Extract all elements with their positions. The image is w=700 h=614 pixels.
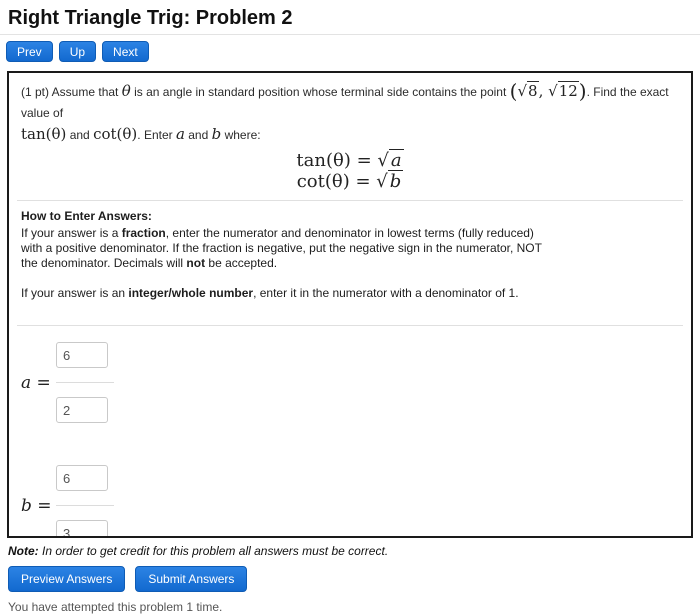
answer-a-row — [21, 342, 679, 423]
webwork-problem-page — [0, 7, 700, 614]
statement-text: . Enter — [137, 128, 176, 142]
attempts-note: You have attempted this problem 1 time. — [8, 600, 223, 614]
statement-text: and — [184, 128, 212, 142]
answer-b-numerator-input[interactable] — [56, 465, 108, 491]
preview-answers-button[interactable]: Preview Answers — [8, 566, 125, 592]
up-button[interactable]: Up — [59, 41, 96, 62]
title-divider — [0, 34, 700, 35]
answer-a-label: a = — [21, 372, 51, 393]
howto-heading: How to Enter Answers: — [21, 209, 152, 223]
answer-a-fraction — [56, 342, 114, 423]
problem-nav — [6, 41, 700, 62]
sqrt-symbol: √ — [517, 82, 528, 100]
howto-integer-paragraph — [21, 286, 679, 301]
problem-box — [7, 71, 693, 538]
howto-section — [21, 209, 679, 301]
fraction-bar — [56, 382, 114, 383]
statement-text: . Find the exact value of — [21, 85, 669, 120]
credit-note — [8, 544, 700, 558]
open-paren: ( — [509, 79, 518, 103]
howto-text: with a positive denominator. If the fraction is negative, put the negative sign in the numerator, NOT — [21, 241, 542, 255]
howto-fraction-paragraph — [21, 226, 679, 271]
equation-lhs: cot(θ) = — [296, 171, 377, 192]
howto-text: , enter it in the numerator with a denominator of 1. — [253, 286, 519, 300]
howto-bold-text: integer/whole number — [128, 286, 254, 300]
radicand-12: 12 — [558, 82, 578, 100]
fraction-bar — [56, 505, 114, 506]
answer-b-fraction — [56, 465, 114, 538]
section-divider — [17, 325, 683, 326]
equation-tan — [21, 150, 679, 171]
display-equations — [21, 150, 679, 192]
close-paren: ) — [578, 79, 587, 103]
howto-text: , enter the numerator and denominator in lowest terms (fully reduced) — [165, 226, 534, 240]
theta-symbol: θ — [121, 82, 131, 100]
howto-text: If your answer is an — [21, 286, 129, 300]
prev-button[interactable]: Prev — [6, 41, 53, 62]
radicand-8: 8 — [528, 82, 538, 100]
answer-b-label: b = — [21, 495, 52, 516]
next-button[interactable]: Next — [102, 41, 149, 62]
var-a: a — [175, 125, 185, 143]
howto-text: the denominator. Decimals will — [21, 256, 187, 270]
statement-text: where: — [221, 128, 261, 142]
note-label: Note: — [8, 544, 39, 558]
radicand-a: a — [390, 150, 402, 171]
submit-answers-button[interactable]: Submit Answers — [135, 566, 247, 592]
howto-text: If your answer is a — [21, 226, 122, 240]
sqrt-symbol: √ — [376, 171, 388, 192]
comma: , — [538, 82, 549, 100]
tan-theta: tan(θ) — [21, 125, 67, 143]
howto-bold-text: not — [186, 256, 206, 270]
howto-text: be accepted. — [205, 256, 278, 270]
note-text: In order to get credit for this problem all answers must be correct. — [38, 544, 389, 558]
equation-lhs: tan(θ) = — [296, 150, 378, 171]
answer-a-denominator-input[interactable] — [56, 397, 108, 423]
answer-actions — [8, 566, 700, 592]
answer-a-numerator-input[interactable] — [56, 342, 108, 368]
statement-text: (1 pt) Assume that — [21, 85, 122, 99]
equation-cot — [21, 171, 679, 192]
sqrt-symbol: √ — [377, 150, 389, 171]
problem-statement — [21, 81, 679, 146]
cot-theta: cot(θ) — [93, 125, 138, 143]
answer-b-row — [21, 465, 679, 538]
sqrt-symbol: √ — [548, 82, 558, 100]
page-title: Right Triangle Trig: Problem 2 — [8, 7, 293, 29]
statement-text: and — [66, 128, 94, 142]
section-divider — [17, 200, 683, 201]
answer-b-denominator-input[interactable] — [56, 520, 108, 538]
var-b: b — [211, 125, 222, 143]
statement-text: is an angle in standard position whose terminal side contains the point — [130, 85, 510, 99]
radicand-b: b — [389, 171, 402, 192]
howto-bold-text: fraction — [121, 226, 166, 240]
